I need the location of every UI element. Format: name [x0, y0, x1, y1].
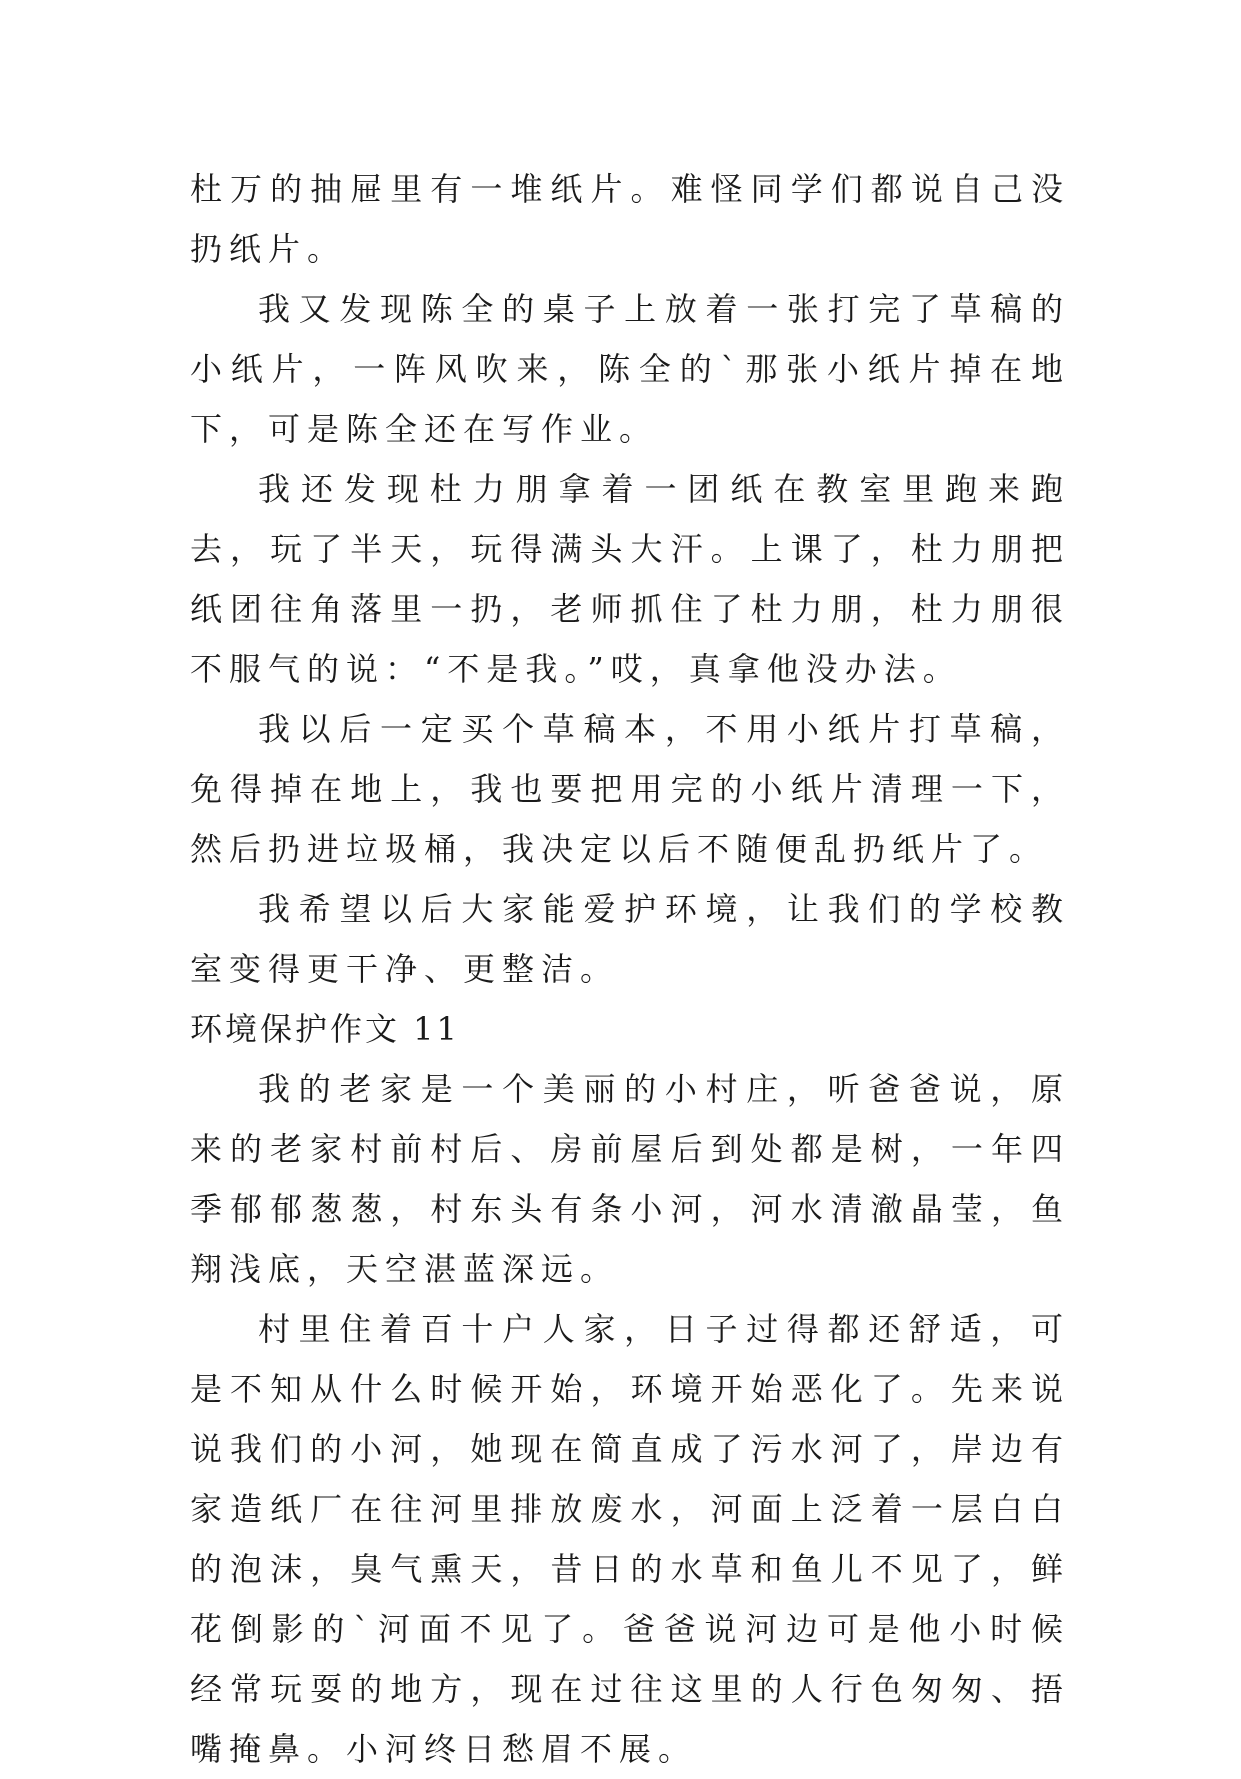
paragraph: 我希望以后大家能爱护环境，让我们的学校教室变得更干净、更整洁。: [190, 890, 1070, 988]
section-heading: 环境保护作文 11: [190, 1010, 460, 1048]
paragraph: 杜万的抽屉里有一堆纸片。难怪同学们都说自己没扔纸片。: [190, 170, 1070, 268]
paragraph: 我以后一定买个草稿本，不用小纸片打草稿，免得掉在地上，我也要把用完的小纸片清理一下，然后扔进垃圾桶，我决定以后不随便乱扔纸片了。: [190, 710, 1070, 868]
paragraph: 我的老家是一个美丽的小村庄，听爸爸说，原来的老家村前村后、房前屋后到处都是树，一年四季郁郁葱葱，村东头有条小河，河水清澈晶莹，鱼翔浅底，天空湛蓝深远。: [190, 1070, 1070, 1288]
paragraph: 我还发现杜力朋拿着一团纸在教室里跑来跑去，玩了半天，玩得满头大汗。上课了，杜力朋把纸团往角落里一扔，老师抓住了杜力朋，杜力朋很不服气的说：“不是我。”哎，真拿他没办法。: [190, 470, 1070, 688]
document-body: [190, 159, 1070, 1779]
paragraph: 村里住着百十户人家，日子过得都还舒适，可是不知从什么时候开始，环境开始恶化了。先来说说我们的小河，她现在简直成了污水河了，岸边有家造纸厂在往河里排放废水，河面上泛着一层白白的泡沫，臭气熏天，昔日的水草和鱼儿不见了，鲜花倒影的`河面不见了。爸爸说河边可是他小时候经常玩耍的地方，现在过往这里的人行色匆匆、捂嘴掩鼻。小河终日愁眉不展。: [190, 1310, 1070, 1768]
paragraph: 我又发现陈全的桌子上放着一张打完了草稿的小纸片，一阵风吹来，陈全的`那张小纸片掉在地下，可是陈全还在写作业。: [190, 290, 1070, 448]
